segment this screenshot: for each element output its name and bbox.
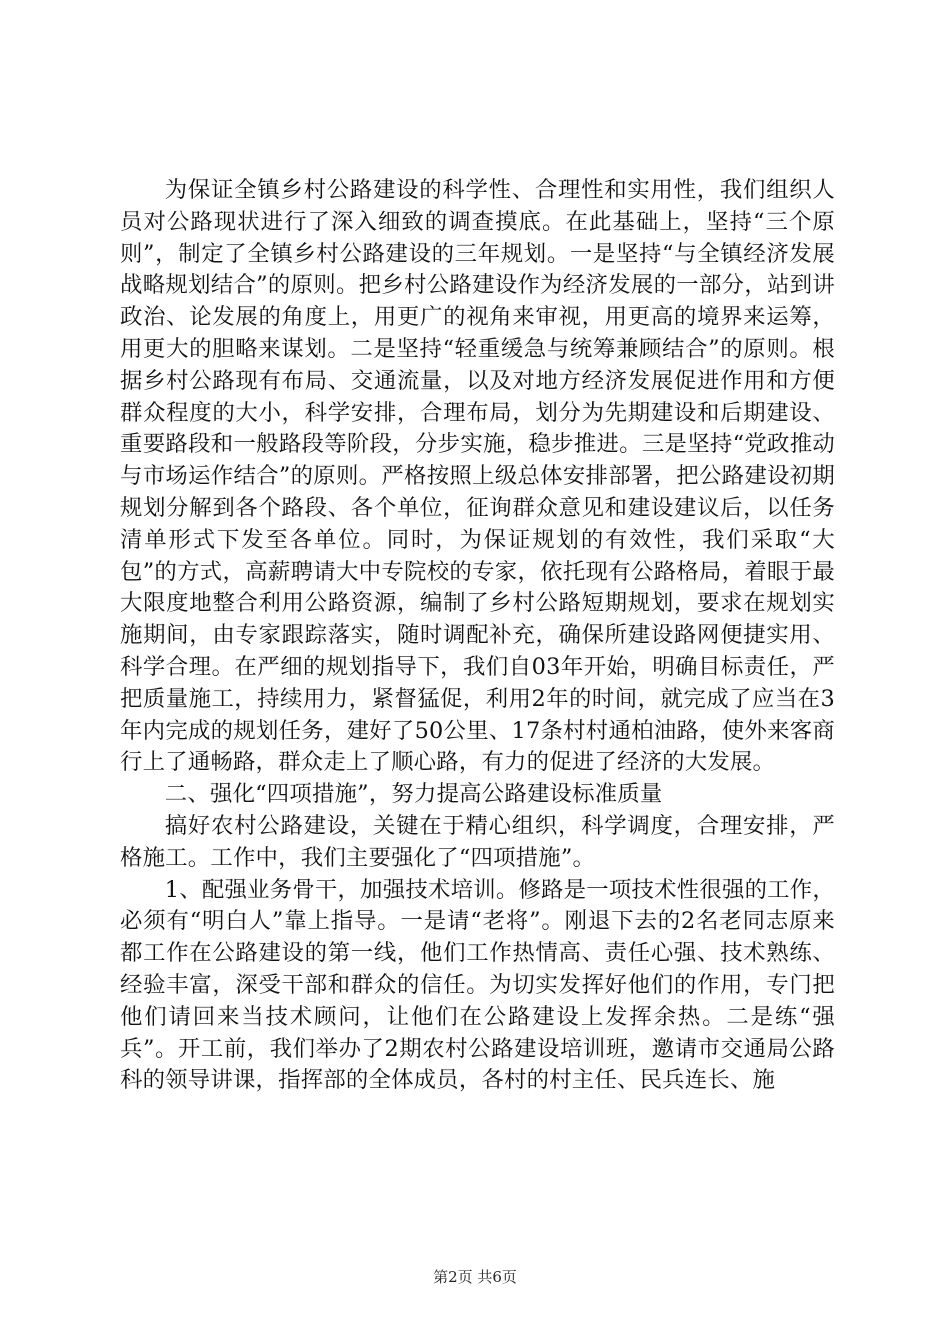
section-heading: 二、强化“四项措施”，努力提高公路建设标准质量: [164, 781, 663, 808]
paragraph-measures-intro: 搞好农村公路建设，关键在于精心组织，科学调度，合理安排，严格施工。工作中，我们主要强化了“四项措施”。: [120, 812, 835, 871]
document-body: [120, 175, 835, 1097]
page-number-footer: 第2页 共6页: [433, 1268, 517, 1286]
paragraph-planning: 为保证全镇乡村公路建设的科学性、合理性和实用性，我们组织人员对公路现状进行了深入细致的调查摸底。在此基础上，坚持“三个原则”，制定了全镇乡村公路建设的三年规划。一是坚持“与全镇经济发展战略规划结合”的原则。把乡村公路建设作为经济发展的一部分，站到讲政治、论发展的角度上，用更广的视角来审视，用更高的境界来运筹，用更大的胆略来谋划。二是坚持“轻重缓急与统筹兼顾结合”的原则。根据乡村公路现有布局、交通流量，以及对地方经济发展促进作用和方便群众程度的大小，科学安排，合理布局，划分为先期建设和后期建设、重要路段和一般路段等阶段，分步实施，稳步推进。三是坚持“党政推动与市场运作结合”的原则。严格按照上级总体安排部署，把公路建设初期规划分解到各个路段、各个单位，征询群众意见和建设建议后，以任务清单形式下发至各单位。同时，为保证规划的有效性，我们采取“大包”的方式，高薪聘请大中专院校的专家，依托现有公路格局，着眼于最大限度地整合利用公路资源，编制了乡村公路短期规划，要求在规划实施期间，由专家跟踪落实，随时调配补充，确保所建设路网便捷实用、科学合理。在严细的规划指导下，我们自03年开始，明确目标责任，严把质量施工，持续用力，紧督猛促，利用2年的时间，就完成了应当在3年内完成的规划任务，建好了50公里、17条村村通柏油路，使外来客商行上了通畅路，群众走上了顺心路，有力的促进了经济的大发展。: [120, 177, 835, 776]
paragraph-measure-one: 1、配强业务骨干，加强技术培训。修路是一项技术性很强的工作，必须有“明白人”靠上指导。一是请“老将”。刚退下去的2名老同志原来都工作在公路建设的第一线，他们工作热情高、责任心强、技术熟练、经验丰富，深受干部和群众的信任。为切实发挥好他们的作用，专门把他们请回来当技术顾问，让他们在公路建设上发挥余热。二是练“强兵”。开工前，我们举办了2期农村公路建设培训班，邀请市交通局公路科的领导讲课，指挥部的全体成员，各村的村主任、民兵连长、施: [120, 876, 835, 1094]
